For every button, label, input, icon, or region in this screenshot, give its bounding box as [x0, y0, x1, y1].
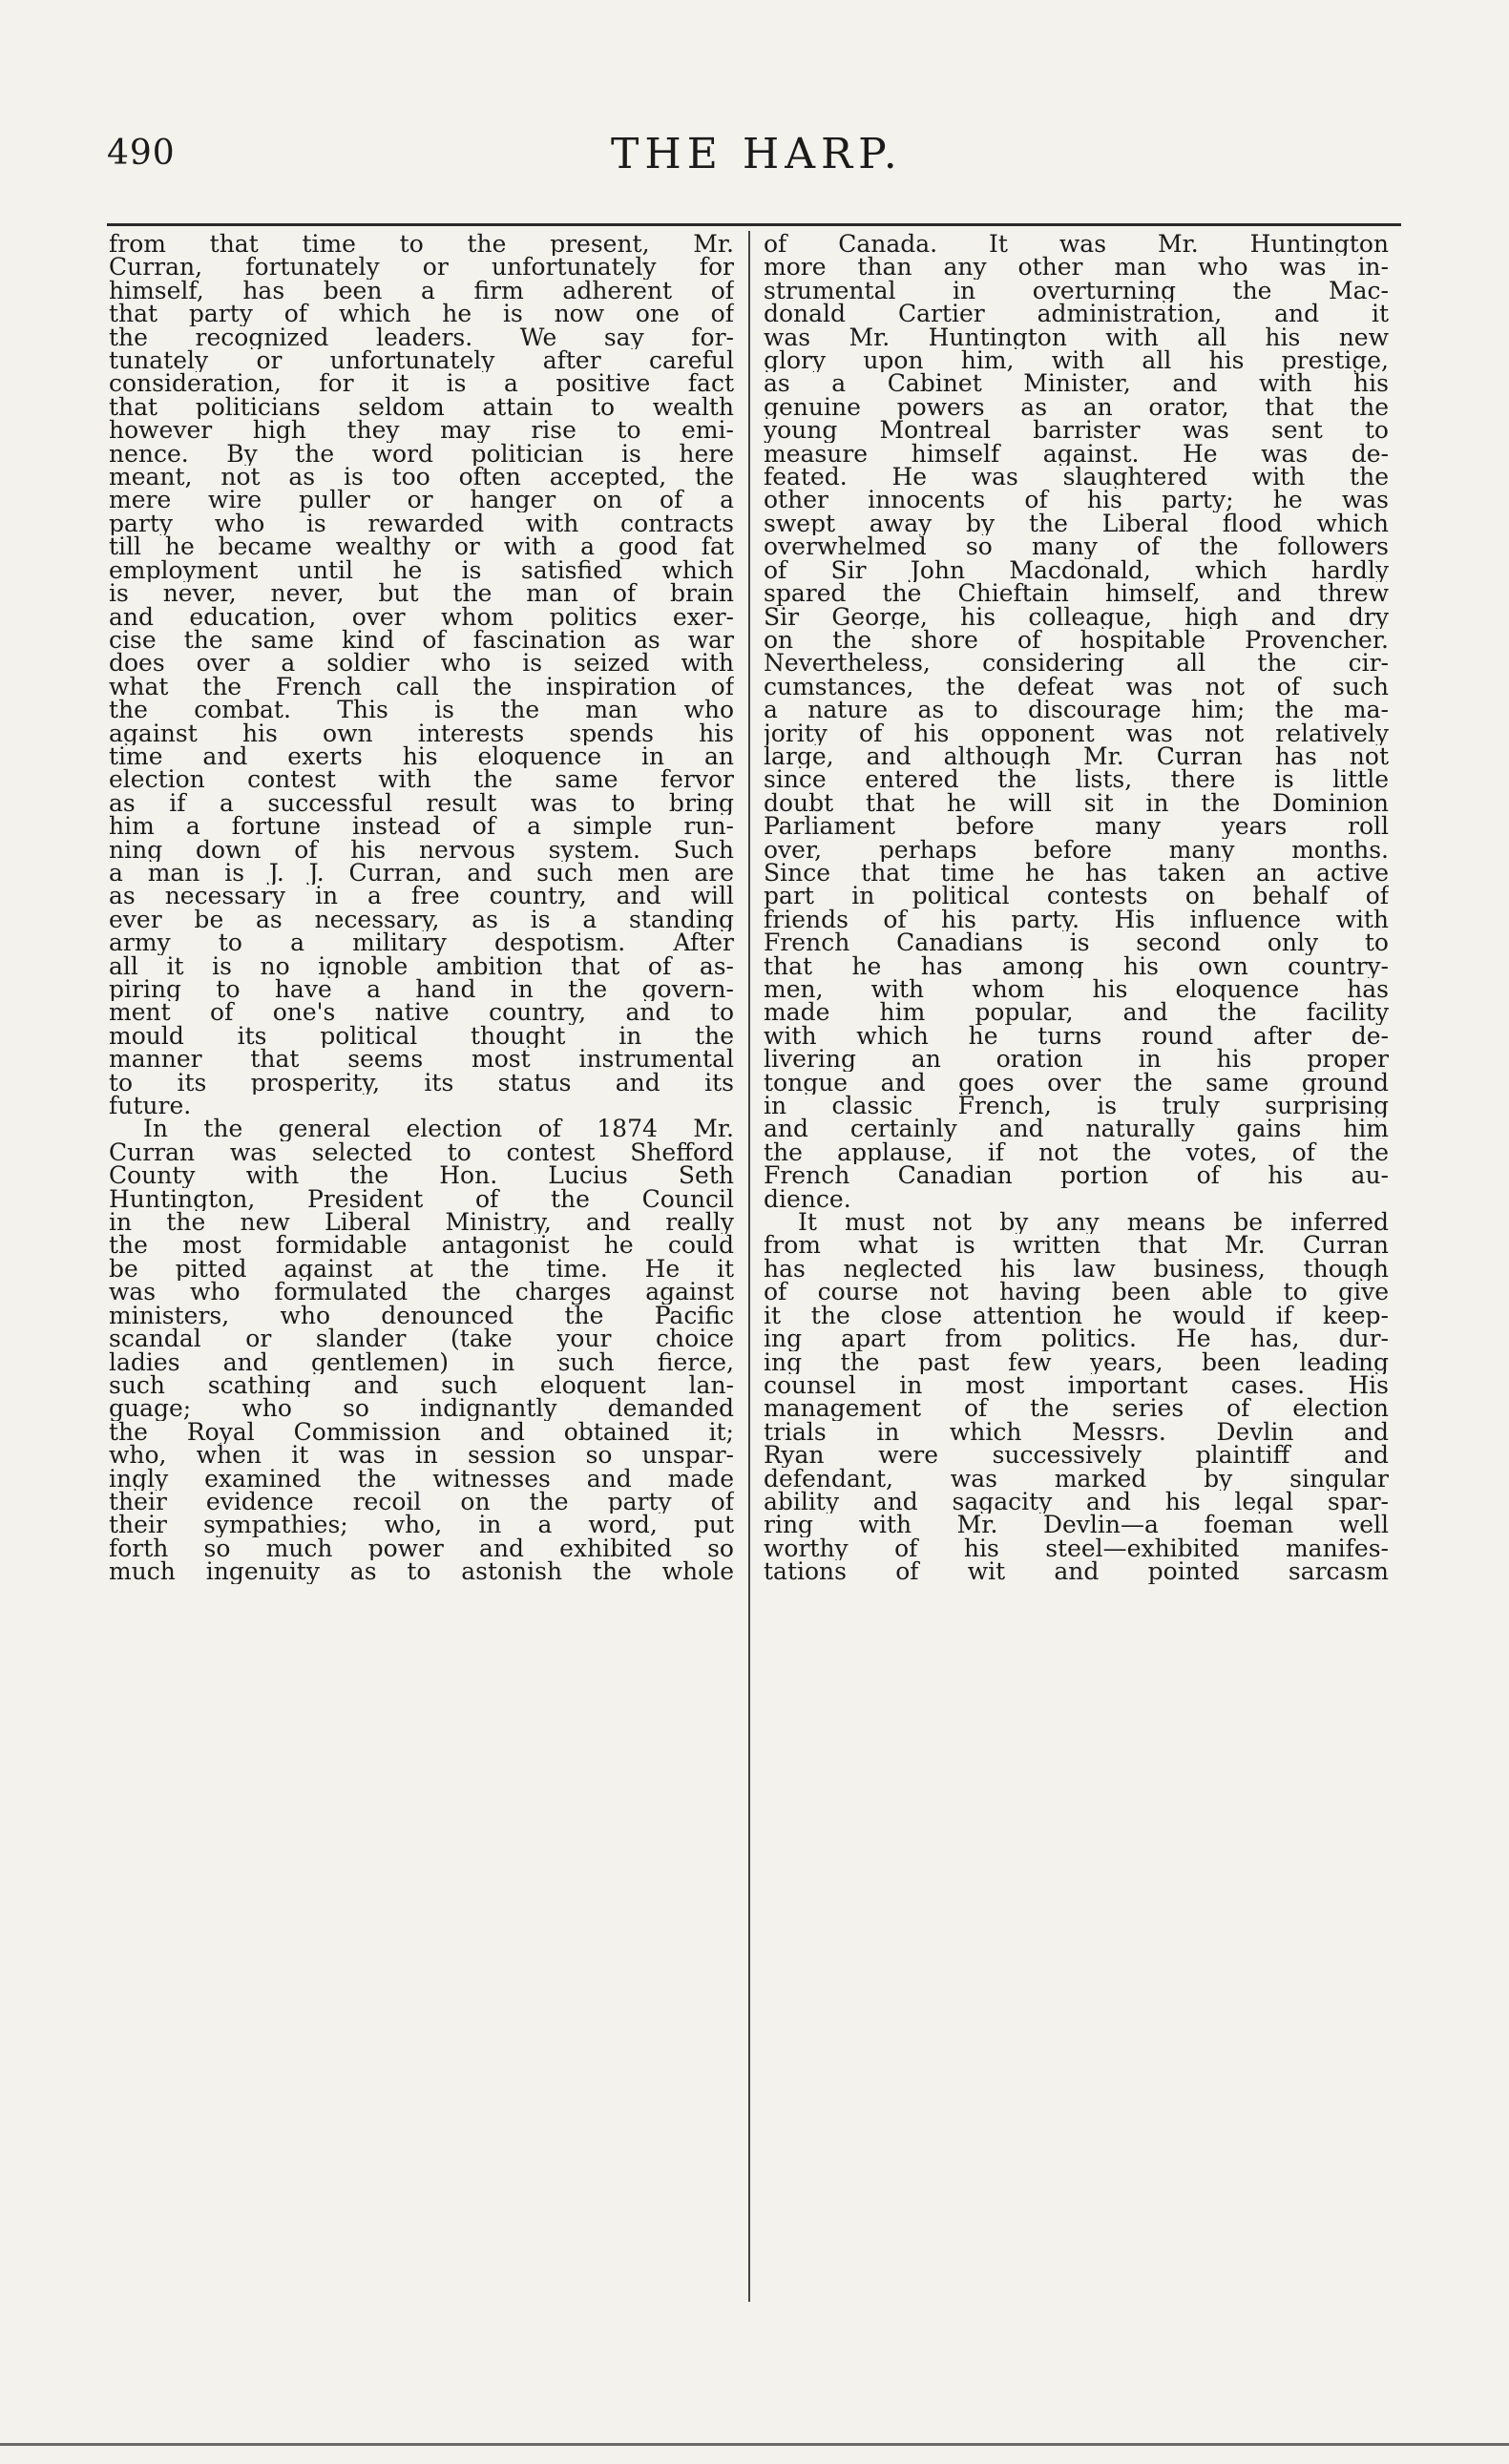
right-text-column: [764, 233, 1389, 1584]
text-line: made him popular, and the facility: [764, 1001, 1389, 1025]
text-line: future.: [109, 1095, 192, 1118]
text-line: nence. By the word politician is here: [109, 442, 734, 467]
left-text-column: [109, 233, 734, 1584]
text-line: jority of his opponent was not relatively: [764, 721, 1389, 745]
text-line: Nevertheless, considering all the cir-: [764, 652, 1389, 676]
text-line: guage; who so indignantly demanded: [109, 1397, 734, 1421]
text-line: from that time to the present, Mr.: [109, 233, 734, 257]
text-line: men, with whom his eloquence has: [764, 978, 1389, 1002]
text-line: mere wire puller or hanger on of a: [109, 489, 734, 512]
text-line: ingly examined the witnesses and made: [109, 1467, 734, 1491]
text-line: In the general election of 1874 Mr.: [143, 1117, 734, 1141]
text-line: spared the Chieftain himself, and threw: [764, 582, 1389, 606]
text-line: scandal or slander (take your choice: [109, 1327, 734, 1351]
text-line: as a Cabinet Minister, and with his: [764, 372, 1389, 396]
text-line: ning down of his nervous system. Such: [109, 838, 734, 862]
text-line: it the close attention he would if keep-: [764, 1304, 1389, 1328]
page-title: THE HARP.: [611, 130, 903, 178]
text-line: of Sir John Macdonald, which hardly: [764, 558, 1389, 583]
text-line: the applause, if not the votes, of the: [764, 1140, 1389, 1165]
text-line: their evidence recoil on the party of: [109, 1490, 734, 1514]
text-line: of course not having been able to give: [764, 1281, 1389, 1305]
text-line: piring to have a hand in the govern-: [109, 978, 734, 1002]
header-rule: [107, 223, 1401, 226]
text-line: donald Cartier administration, and it: [764, 303, 1389, 326]
text-line: since entered the lists, there is little: [764, 768, 1389, 792]
text-line: measure himself against. He was de-: [764, 442, 1389, 467]
text-line: glory upon him, with all his prestige,: [764, 349, 1389, 373]
text-line: counsel in most important cases. His: [764, 1373, 1389, 1398]
text-line: the Royal Commission and obtained it;: [109, 1420, 734, 1445]
text-line: of Canada. It was Mr. Huntington: [764, 233, 1389, 257]
text-line: the most formidable antagonist he could: [109, 1234, 734, 1258]
text-line: that politicians seldom attain to wealth: [109, 395, 734, 420]
footer-rule: [0, 2443, 1509, 2446]
text-line: cise the same kind of fascination as war: [109, 628, 734, 653]
text-line: on the shore of hospitable Provencher.: [764, 628, 1389, 653]
text-line: Ryan were successively plaintiff and: [764, 1444, 1389, 1468]
text-line: and certainly and naturally gains him: [764, 1117, 1389, 1141]
text-line: much ingenuity as to astonish the whole: [109, 1560, 734, 1584]
text-line: Curran was selected to contest Shefford: [109, 1140, 734, 1165]
text-line: as if a successful result was to bring: [109, 791, 734, 816]
text-line: and education, over whom politics exer-: [109, 605, 734, 629]
text-line: ring with Mr. Devlin—a foeman well: [764, 1514, 1389, 1537]
text-line: party who is rewarded with contracts: [109, 512, 734, 536]
text-line: manner that seems most instrumental: [109, 1048, 734, 1072]
text-line: defendant, was marked by singular: [764, 1467, 1389, 1491]
text-line: tongue and goes over the same ground: [764, 1071, 1389, 1096]
text-line: ment of one's native country, and to: [109, 1001, 734, 1025]
text-line: with which he turns round after de-: [764, 1024, 1389, 1049]
text-line: tations of wit and pointed sarcasm: [764, 1560, 1389, 1584]
text-line: the combat. This is the man who: [109, 699, 734, 722]
text-line: is never, never, but the man of brain: [109, 582, 734, 606]
text-line: feated. He was slaughtered with the: [764, 466, 1389, 490]
text-line: that party of which he is now one of: [109, 303, 734, 326]
text-line: forth so much power and exhibited so: [109, 1536, 734, 1561]
text-line: from what is written that Mr. Curran: [764, 1234, 1389, 1258]
text-line: genuine powers as an orator, that the: [764, 395, 1389, 420]
text-line: was Mr. Huntington with all his new: [764, 325, 1389, 350]
text-line: young Montreal barrister was sent to: [764, 419, 1389, 443]
text-line: overwhelmed so many of the followers: [764, 535, 1389, 559]
text-line: ladies and gentlemen) in such fierce,: [109, 1350, 734, 1374]
text-line: worthy of his steel—exhibited manifes-: [764, 1536, 1389, 1561]
text-line: over, perhaps before many months.: [764, 838, 1389, 862]
text-line: Since that time he has taken an active: [764, 861, 1389, 886]
text-line: that he has among his own country-: [764, 954, 1389, 978]
text-line: Huntington, President of the Council: [109, 1187, 734, 1212]
text-line: French Canadians is second only to: [764, 931, 1389, 955]
text-line: employment until he is satisfied which: [109, 558, 734, 583]
text-line: doubt that he will sit in the Dominion: [764, 791, 1389, 816]
text-line: other innocents of his party; he was: [764, 489, 1389, 512]
text-line: all it is no ignoble ambition that of as-: [109, 954, 734, 978]
text-line: ministers, who denounced the Pacific: [109, 1304, 734, 1328]
text-line: ing the past few years, been leading: [764, 1350, 1389, 1374]
text-line: large, and although Mr. Curran has not: [764, 744, 1389, 769]
text-line: mould its political thought in the: [109, 1024, 734, 1049]
text-line: more than any other man who was in-: [764, 256, 1389, 280]
text-line: cumstances, the defeat was not of such: [764, 675, 1389, 700]
text-line: ability and sagacity and his legal spar-: [764, 1490, 1389, 1514]
text-line: trials in which Messrs. Devlin and: [764, 1420, 1389, 1445]
text-line: part in political contests on behalf of: [764, 885, 1389, 908]
text-line: himself, has been a firm adherent of: [109, 279, 734, 303]
text-line: a man is J. J. Curran, and such men are: [109, 861, 734, 886]
text-line: has neglected his law business, though: [764, 1257, 1389, 1282]
text-line: a nature as to discourage him; the ma-: [764, 699, 1389, 722]
text-line: him a fortune instead of a simple run-: [109, 815, 734, 839]
text-line: ing apart from politics. He has, dur-: [764, 1327, 1389, 1351]
text-line: County with the Hon. Lucius Seth: [109, 1164, 734, 1188]
text-line: be pitted against at the time. He it: [109, 1257, 734, 1282]
text-line: friends of his party. His influence with: [764, 908, 1389, 932]
text-line: the recognized leaders. We say for-: [109, 325, 734, 350]
text-line: army to a military despotism. After: [109, 931, 734, 955]
column-divider: [748, 231, 750, 2302]
text-line: what the French call the inspiration of: [109, 675, 734, 700]
text-line: who, when it was in session so unspar-: [109, 1444, 734, 1468]
text-line: does over a soldier who is seized with: [109, 652, 734, 676]
text-line: however high they may rise to emi-: [109, 419, 734, 443]
text-line: management of the series of election: [764, 1397, 1389, 1421]
text-line: swept away by the Liberal flood which: [764, 512, 1389, 536]
text-line: such scathing and such eloquent lan-: [109, 1373, 734, 1398]
text-line: Curran, fortunately or unfortunately for: [109, 256, 734, 280]
text-line: their sympathies; who, in a word, put: [109, 1514, 734, 1537]
text-line: in the new Liberal Ministry, and really: [109, 1211, 734, 1235]
text-line: Parliament before many years roll: [764, 815, 1389, 839]
text-line: was who formulated the charges against: [109, 1281, 734, 1305]
text-line: strumental in overturning the Mac-: [764, 279, 1389, 303]
text-line: French Canadian portion of his au-: [764, 1164, 1389, 1188]
text-line: as necessary in a free country, and will: [109, 885, 734, 908]
text-line: against his own interests spends his: [109, 721, 734, 745]
text-line: livering an oration in his proper: [764, 1048, 1389, 1072]
text-line: meant, not as is too often accepted, the: [109, 466, 734, 490]
text-line: time and exerts his eloquence in an: [109, 744, 734, 769]
text-line: dience.: [764, 1187, 851, 1212]
text-line: in classic French, is truly surprising: [764, 1095, 1389, 1118]
text-line: till he became wealthy or with a good fat: [109, 535, 734, 559]
text-line: tunately or unfortunately after careful: [109, 349, 734, 373]
text-line: to its prosperity, its status and its: [109, 1071, 734, 1096]
text-line: ever be as necessary, as is a standing: [109, 908, 734, 932]
text-line: It must not by any means be inferred: [798, 1211, 1389, 1235]
page-number: 490: [107, 134, 176, 173]
text-line: Sir George, his colleague, high and dry: [764, 605, 1389, 629]
text-line: consideration, for it is a positive fact: [109, 372, 734, 396]
text-line: election contest with the same fervor: [109, 768, 734, 792]
